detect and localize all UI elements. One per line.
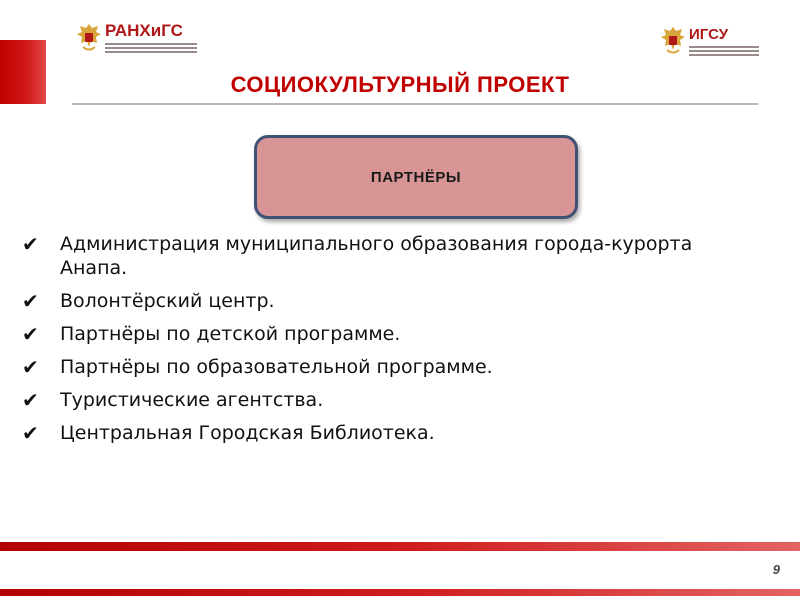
slide-title: СОЦИОКУЛЬТУРНЫЙ ПРОЕКТ xyxy=(230,72,570,97)
checkmark-icon: ✔ xyxy=(22,289,39,313)
list-item-text: Волонтёрский центр. xyxy=(60,290,275,312)
page-number: 9 xyxy=(772,562,780,577)
checkmark-icon: ✔ xyxy=(22,322,39,346)
ranepa-logo-name: РАНХиГС xyxy=(105,21,183,40)
footer-band-top xyxy=(0,542,800,551)
list-item xyxy=(22,289,762,313)
list-item-text: Партнёры по образовательной программе. xyxy=(60,356,493,378)
footer-band-bottom xyxy=(0,589,800,596)
igsu-logo-name: ИГСУ xyxy=(689,25,729,43)
list-item xyxy=(22,355,762,379)
list-item-text: Центральная Городская Библиотека. xyxy=(60,422,435,444)
checkmark-icon: ✔ xyxy=(22,388,39,412)
igsu-logo-subtitle-lines xyxy=(689,44,759,56)
partners-box xyxy=(254,135,578,219)
title-divider xyxy=(72,103,758,105)
partners-box-label: ПАРТНЁРЫ xyxy=(370,168,462,186)
checkmark-icon: ✔ xyxy=(22,232,39,256)
list-item-text: Туристические агентства. xyxy=(60,389,324,411)
list-item xyxy=(22,421,762,445)
list-item xyxy=(22,388,762,412)
ranepa-logo xyxy=(76,22,197,53)
list-item-text: Партнёры по детской программе. xyxy=(60,323,401,345)
eagle-emblem-icon xyxy=(76,23,102,53)
partners-list xyxy=(22,232,762,454)
list-item xyxy=(22,232,762,280)
checkmark-icon: ✔ xyxy=(22,355,39,379)
checkmark-icon: ✔ xyxy=(22,421,39,445)
ranepa-logo-subtitle-lines xyxy=(105,41,197,53)
eagle-emblem-icon xyxy=(660,26,686,56)
igsu-logo xyxy=(660,26,759,56)
list-item xyxy=(22,322,762,346)
list-item-text: Администрация муниципального образования города-курорта Анапа. xyxy=(60,233,693,279)
